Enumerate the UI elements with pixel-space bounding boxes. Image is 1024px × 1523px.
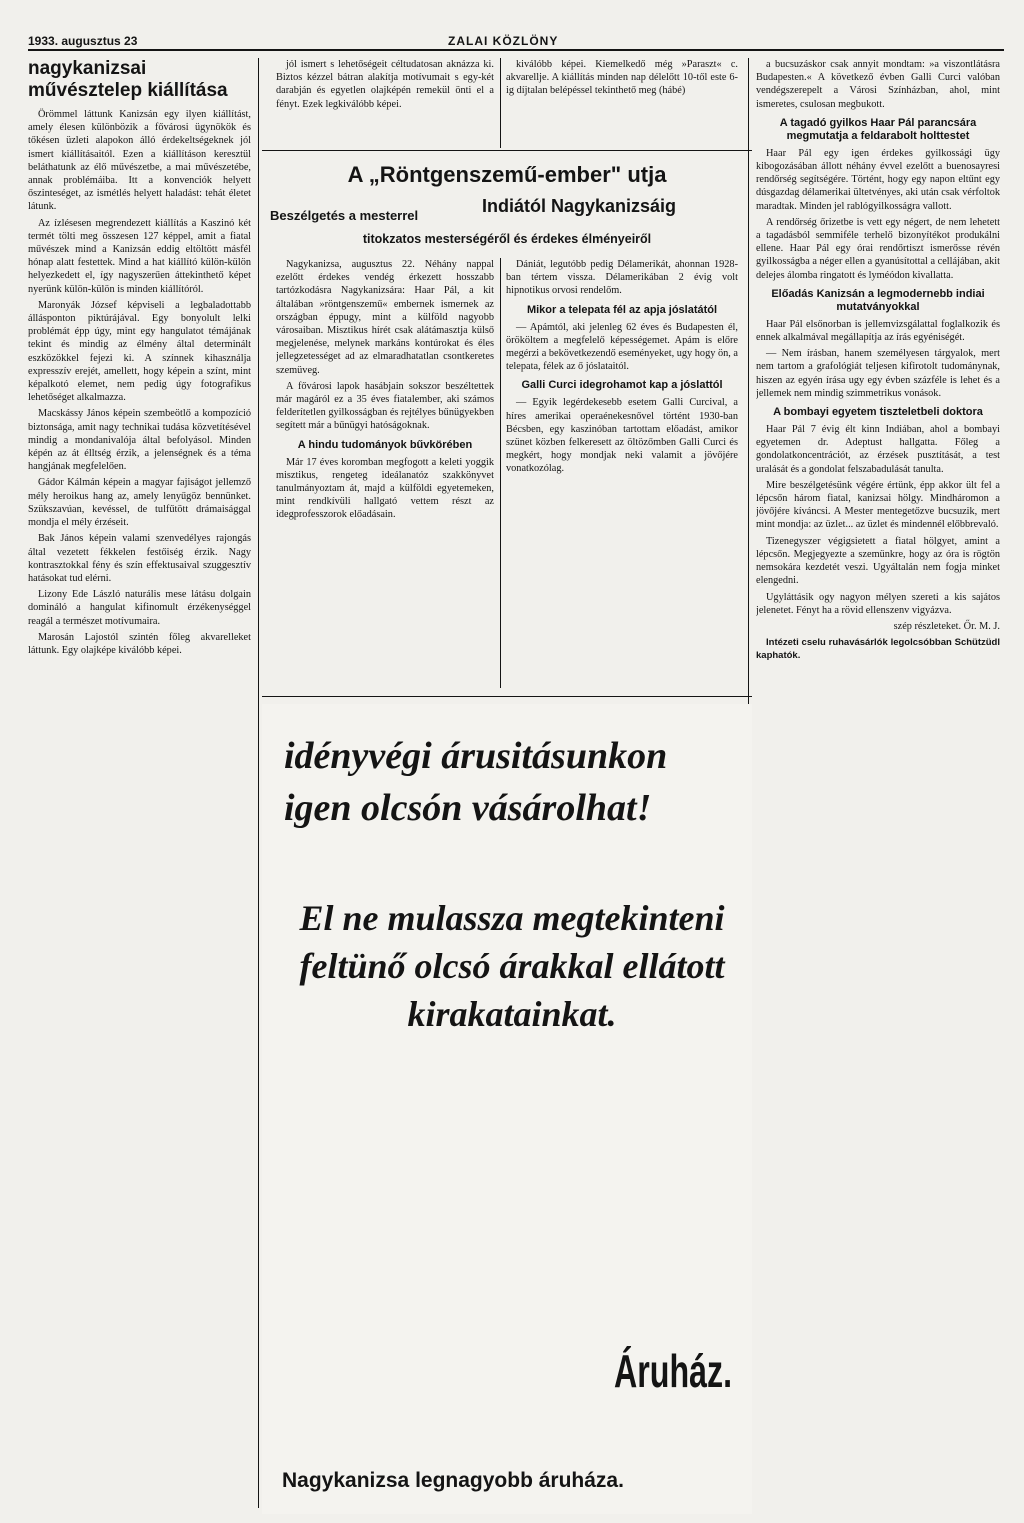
paragraph: Dániát, legutóbb pedig Délamerikát, ahonnan 1928-ban tértem vissza. Délamerikában 2 évig volt hipnotikus orvosi rendelőm. (506, 259, 738, 297)
page-header (28, 34, 1004, 48)
column-1 (28, 58, 251, 1508)
paragraph: jól ismert s lehetőségeit céltudatosan aknázza ki. Biztos kézzel bátran alakítja motívumait s egy-két darabján és egyetlen olajképén remekül önti el a fényt. Ezek legkiválóbb képei. (276, 59, 494, 110)
subheading: A bombayi egyetem tiszteletbeli doktora (773, 406, 983, 419)
subheading: Mikor a telepata fél az apja jóslatától (526, 303, 718, 316)
column-divider (258, 58, 259, 1508)
ad-line-1: idényvégi árusitásunkon (284, 735, 668, 777)
article-title: A „Röntgenszemű-ember" utja (347, 162, 667, 187)
paragraph: Örömmel láttunk Kanizsán egy ilyen kiállítást, amely élesen különbözik a fővárosi ügynökök és tőkésen üzleti alapokon álló érdekeltségeknek jól ismert kiállításaitól. Ezen a kiállításon keresztül beláthatunk az élő művészetbe, a mai művészetébe, annak problémáiba. Itt a konvenciók helyett őszinteséget, az ismétlés helyett haladást: tehát életet látunk. (28, 109, 251, 213)
article-column-left (276, 258, 494, 688)
column-divider (500, 58, 501, 148)
column-2-top (276, 58, 494, 148)
subheading: A hindu tudományok bűvkörében (297, 438, 473, 451)
paragraph: a bucsuzáskor csak annyit mondtam: »a viszontlátásra Budapesten.« A következő évben Galli Curci valóban vendégszerepelt a Városi Színházban, ahol, mint ismeretes, csulosan megbukott. (756, 59, 1000, 110)
ad-line-2: igen olcsón vásárolhat! (284, 787, 652, 829)
paragraph: A fővárosi lapok hasábjain sokszor beszéltettek már magáról ez a 35 éves fiatalember, aki számos felderítetlen gyilkosságban és rejtélyes bűnügyekben segített már a bűnügyi hatóságoknak. (276, 380, 494, 432)
paragraph: — Egyik legérdekesebb esetem Galli Curcival, a híres amerikai operaénekesnővel történt 1930-ban Bécsben, egy kaszinóban tartottam előadást, amikor szünet közben felkeresett az öltözőmben Galli Curci és megkért, hogy mondjak neki valamit a jövőjére vonatkozólag. (506, 397, 738, 475)
ad-footer: Nagykanizsa legnagyobb áruháza. (282, 1469, 624, 1492)
paragraph: Haar Pál egy igen érdekes gyilkossági ügy kibogozásában állott néhány évvel ezelőtt a buenosayresi rendőrség segítségére. Történt, hogy egy napon eltűnt egy dúsgazdag délamerikai ültetvényes, aki után csak vérfoltok maradtak. Minden jel rablógyilkosságra vallott. (756, 147, 1000, 212)
ad-brand: Áruház. (614, 1345, 733, 1397)
paragraph: Mire beszélgetésünk végére értünk, épp akkor ült fel a lépcsőn három fiatal, kanizsai hölgy. Mindháromon a jövőjére kíváncsi. A Mester mentegetőzve bucsuzik, mert mint mondja: az üzlet... az üzlet és mindennél előbbrevaló. (756, 479, 1000, 531)
paragraph: Tizenegyszer végigsietett a fiatal hölgyet, amint a lépcsőn. Megjegyezte a szemünkre, hogy az óra is rögtön nemsokára kezdetét veszi. Ugyáltalán nem fogja minket elengedni. (756, 535, 1000, 587)
section-rule (262, 696, 752, 697)
paragraph: Maronyák József képviseli a legbaladottabb állásponton piktúrájával. Egy bonyolult lelki problémát épp úgy, mint egy hangulatot témájának tekint és mindig az élmény által determinált eszközökkel fejezi ki. A színnek kihasználja expresszív erejét, amellett, hogy képein a színt, mint képalkotó elemet, nem pedig úgy fotografikus lehetőséget alkalmazza. (28, 299, 251, 404)
article-column-right (506, 258, 738, 688)
paragraph: Az ízlésesen megrendezett kiállítás a Kaszinó két termét tölti meg összesen 127 képpel, amit a fiatal művészek mind a Kanizsán eddig eltöltött másfél hónap alatt festettek. Mind a hat kiállító külön-külön helyezkedett el, így nagyszerűen áttekinthető képet nyerünk külön-külön is minden kiállítóról. (28, 217, 251, 295)
paragraph: Már 17 éves koromban megfogott a keleti yoggik misztikus, rengeteg ideálanatóz szakkönyvet tanulmányoztam át, majd a külföldi egyetemeken, mint rendkívüli hallgató vettem részt az idegprofesszorok előadásain. (276, 456, 494, 521)
paragraph: kiválóbb képei. Kiemelkedő még »Paraszt« c. akvarellje. A kiállítás minden nap délelőtt 10-től este 6-ig díjtalan belépéssel tekinthető meg (hábé) (506, 59, 738, 97)
paragraph: Ugyláttásik ogy nagyon mélyen szereti a kis sajátos jelenetet. Fényt ha a rövid ellenszenv vigyázva. (756, 591, 1000, 616)
headline-art-exhibition: nagykanizsai művésztelep kiállítása (28, 58, 228, 101)
paragraph: — Apámtól, aki jelenleg 62 éves és Budapesten él, örököltem a megfelelő képességemet. Apám is előre megérzi a bekövetkezendő eseményeket, ugy hogy ön, a telepata, félek az ő jóslataitól. (506, 321, 738, 373)
paragraph: A rendőrség őrizetbe is vett egy négert, de nem lehetett a tagadásból semmiféle terhelő bizonyítékot produkálni ellene. Haar Pál egy órai rendőrtiszt ismerősse révén gyilkosságba a néger ellen a gyanúsítottal a cellájában, akit delejes álomba ringatott és lyméódon kivallatta. (756, 216, 1000, 281)
column-3-top (506, 58, 738, 148)
advertisement (262, 704, 752, 1514)
signature: szép részleteket. Őr. M. J. (893, 620, 1000, 632)
article-kicker: Beszélgetés a mesterrel (270, 208, 419, 223)
ad-line-3: El ne mulassza megtekinteni feltünő olcsó árakkal ellátott kirakatainkat. (299, 898, 725, 1034)
section-rule (262, 150, 752, 151)
article-subtitle: Indiától Nagykanizsáig (482, 196, 677, 216)
paragraph: Nagykanizsa, augusztus 22. Néhány nappal ezelőtt érdekes vendég érkezett hosszabb tartózkodásra Nagykanizsára: Haar Pál, a kit általában »röntgenszemű« embernek ismernek az országban éppugy, mint a külföld nagyobb városaiban. Misztikus hírét csak alátámasztja külső megjelenése, melynek markáns kontúrokat és éles jellegzetességet ad az elmaradhatatlan csontkeretes szemüveg. (276, 259, 494, 376)
masthead: ZALAI KÖZLÖNY (448, 34, 559, 48)
column-divider (500, 258, 501, 688)
paragraph: Bak János képein valami szenvedélyes rajongás által vezetett fékkelen festőiség érzik. Nagy kontrasztokkal fény és szín effektusaival szuggesztív hatásokat tud elérni. (28, 533, 251, 584)
subheading: A tagadó gyilkos Haar Pál parancsára megmutatja a feldarabolt holttestet (779, 116, 977, 142)
subheading: Galli Curci idegrohamot kap a jóslattól (521, 379, 723, 392)
paragraph: Lizony Ede László naturális mese látásu dolgain domináló a hangulat kifinomult érzékenységgel reagál a természet motívumaira. (28, 589, 251, 627)
header-rule (28, 49, 1004, 51)
column-4 (756, 58, 1000, 1508)
issue-date: 1933. augusztus 23 (28, 34, 138, 48)
paragraph: Macskássy János képein szembeötlő a kompozíció biztonsága, amit nagy technikai tudása közvetítésével mindig a mondanivalója által befolyásol. Minden képén az át élltség érzik, a jelenségnek és a téma hangjának megfelelően. (28, 408, 251, 473)
paragraph: Haar Pál 7 évig élt kinn Indiában, ahol a bombayi egyetemen dr. Adeptust hallgatta. Főleg a gondolatkoncentrációt, az érzések pusztítását, a test uralását és a gondolat felszabadulását tanulta. (756, 424, 1000, 475)
subheading: Előadás Kanizsán a legmodernebb indiai mutatványokkal (771, 287, 985, 313)
article-deck: titokzatos mesterségéről és érdekes élményeiről (362, 232, 652, 246)
paragraph: — Nem írásban, hanem személyesen tárgyalok, mert nem tartom a grafológiát teljesen kifirotolt tudománynak, hiszen az egyén írása ugy egy évben százféle is lehet és a jellemek nem mindig szimmetrikus vonások. (756, 348, 1000, 399)
paragraph: Marosán Lajostól szintén főleg akvarelleket láttunk. Egy olajképe kiválóbb képei. (28, 631, 251, 656)
paragraph: Gádor Kálmán képein a magyar fajiságot jellemző mély heroikus hang az, amely lenyűgöz bennünket. Szükszavúan, kevéssel, de tulfűtött drámaisággal mondja el mély érzéseit. (28, 477, 251, 529)
footnote: Intézeti cselu ruhavásárlók legolcsóbban Schützüdl kaphatók. (756, 637, 1000, 662)
paragraph: Haar Pál elsőnorban is jellemvizsgálattal foglalkozik és ennek alkalmával megállapítja az írás egyéniségét. (756, 318, 1000, 344)
